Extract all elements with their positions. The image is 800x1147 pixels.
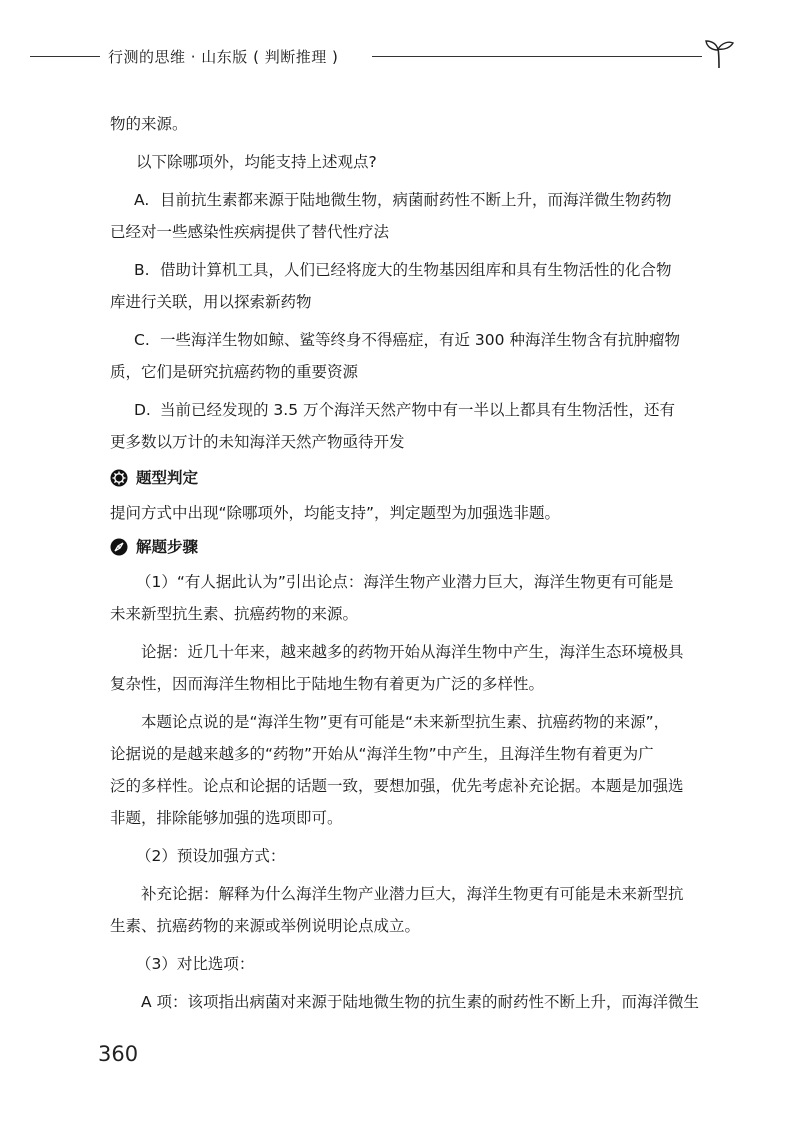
section-question-type	[110, 466, 710, 490]
paragraph-line: 复杂性，因而海洋生物相比于陆地生物有着更为广泛的多样性。	[110, 675, 545, 693]
option-d-line2: 更多数以万计的未知海洋天然产物亟待开发	[110, 433, 405, 451]
gear-icon	[110, 469, 128, 487]
option-b-key: B.	[134, 261, 150, 279]
option-a	[110, 188, 710, 212]
sprout-icon	[702, 38, 736, 70]
option-c	[110, 328, 710, 352]
text-line: 物的来源。	[110, 115, 188, 133]
option-d	[110, 398, 710, 422]
option-a-key: A.	[134, 191, 150, 209]
paragraph-line: 未来新型抗生素、抗癌药物的来源。	[110, 605, 359, 623]
option-b-line2: 库进行关联，用以探索新药物	[110, 293, 312, 311]
option-d-key: D.	[134, 401, 151, 419]
paragraph-line: A 项：该项指出病菌对来源于陆地微生物的抗生素的耐药性不断上升，而海洋微生	[141, 993, 700, 1011]
header-title: 行测的思维 · 山东版 ( 判断推理 )	[108, 48, 339, 66]
page-number: 360	[98, 1042, 139, 1066]
page-content	[110, 112, 710, 1014]
paragraph-line: 泛的多样性。论点和论据的话题一致，要想加强，优先考虑补充论据。本题是加强选	[110, 777, 684, 795]
paragraph-line: 生素、抗癌药物的来源或举例说明论点成立。	[110, 917, 421, 935]
paragraph-line: 论据说的是越来越多的“药物”开始从“海洋生物”中产生，且海洋生物有着更为广	[110, 745, 654, 763]
paragraph-line: 非题，排除能够加强的选项即可。	[110, 809, 343, 827]
section-solution-steps	[110, 535, 710, 559]
header-rule-left	[30, 56, 100, 57]
option-d-line1: 当前已经发现的 3.5 万个海洋天然产物中有一半以上都具有生物活性，还有	[160, 401, 676, 419]
question-type-text: 提问方式中出现“除哪项外，均能支持”，判定题型为加强选非题。	[110, 504, 561, 522]
compass-icon	[110, 538, 128, 556]
paragraph-line: （3）对比选项：	[136, 955, 255, 973]
option-a-line2: 已经对一些感染性疾病提供了替代性疗法	[110, 223, 390, 241]
option-b	[110, 258, 710, 282]
paragraph-line: 补充论据：解释为什么海洋生物产业潜力巨大，海洋生物更有可能是未来新型抗	[141, 885, 684, 903]
option-c-line1: 一些海洋生物如鲸、鲨等终身不得癌症，有近 300 种海洋生物含有抗肿瘤物	[160, 331, 680, 349]
paragraph-line: 本题论点说的是“海洋生物”更有可能是“未来新型抗生素、抗癌药物的来源”，	[141, 713, 670, 731]
header-rule-right	[372, 56, 702, 57]
paragraph-line: （1）“有人据此认为”引出论点：海洋生物产业潜力巨大，海洋生物更有可能是	[136, 573, 674, 591]
option-a-line1: 目前抗生素都来源于陆地微生物，病菌耐药性不断上升，而海洋微生物药物	[160, 191, 672, 209]
paragraph-line: 论据：近几十年来，越来越多的药物开始从海洋生物中产生，海洋生态环境极具	[141, 643, 684, 661]
section-title: 题型判定	[136, 469, 199, 487]
question-stem: 以下除哪项外，均能支持上述观点?	[136, 153, 377, 171]
option-b-line1: 借助计算机工具，人们已经将庞大的生物基因组库和具有生物活性的化合物	[160, 261, 672, 279]
running-header	[30, 38, 730, 78]
section-title: 解题步骤	[136, 538, 199, 556]
option-c-key: C.	[134, 331, 150, 349]
option-c-line2: 质，它们是研究抗癌药物的重要资源	[110, 363, 359, 381]
paragraph-line: （2）预设加强方式：	[136, 847, 286, 865]
